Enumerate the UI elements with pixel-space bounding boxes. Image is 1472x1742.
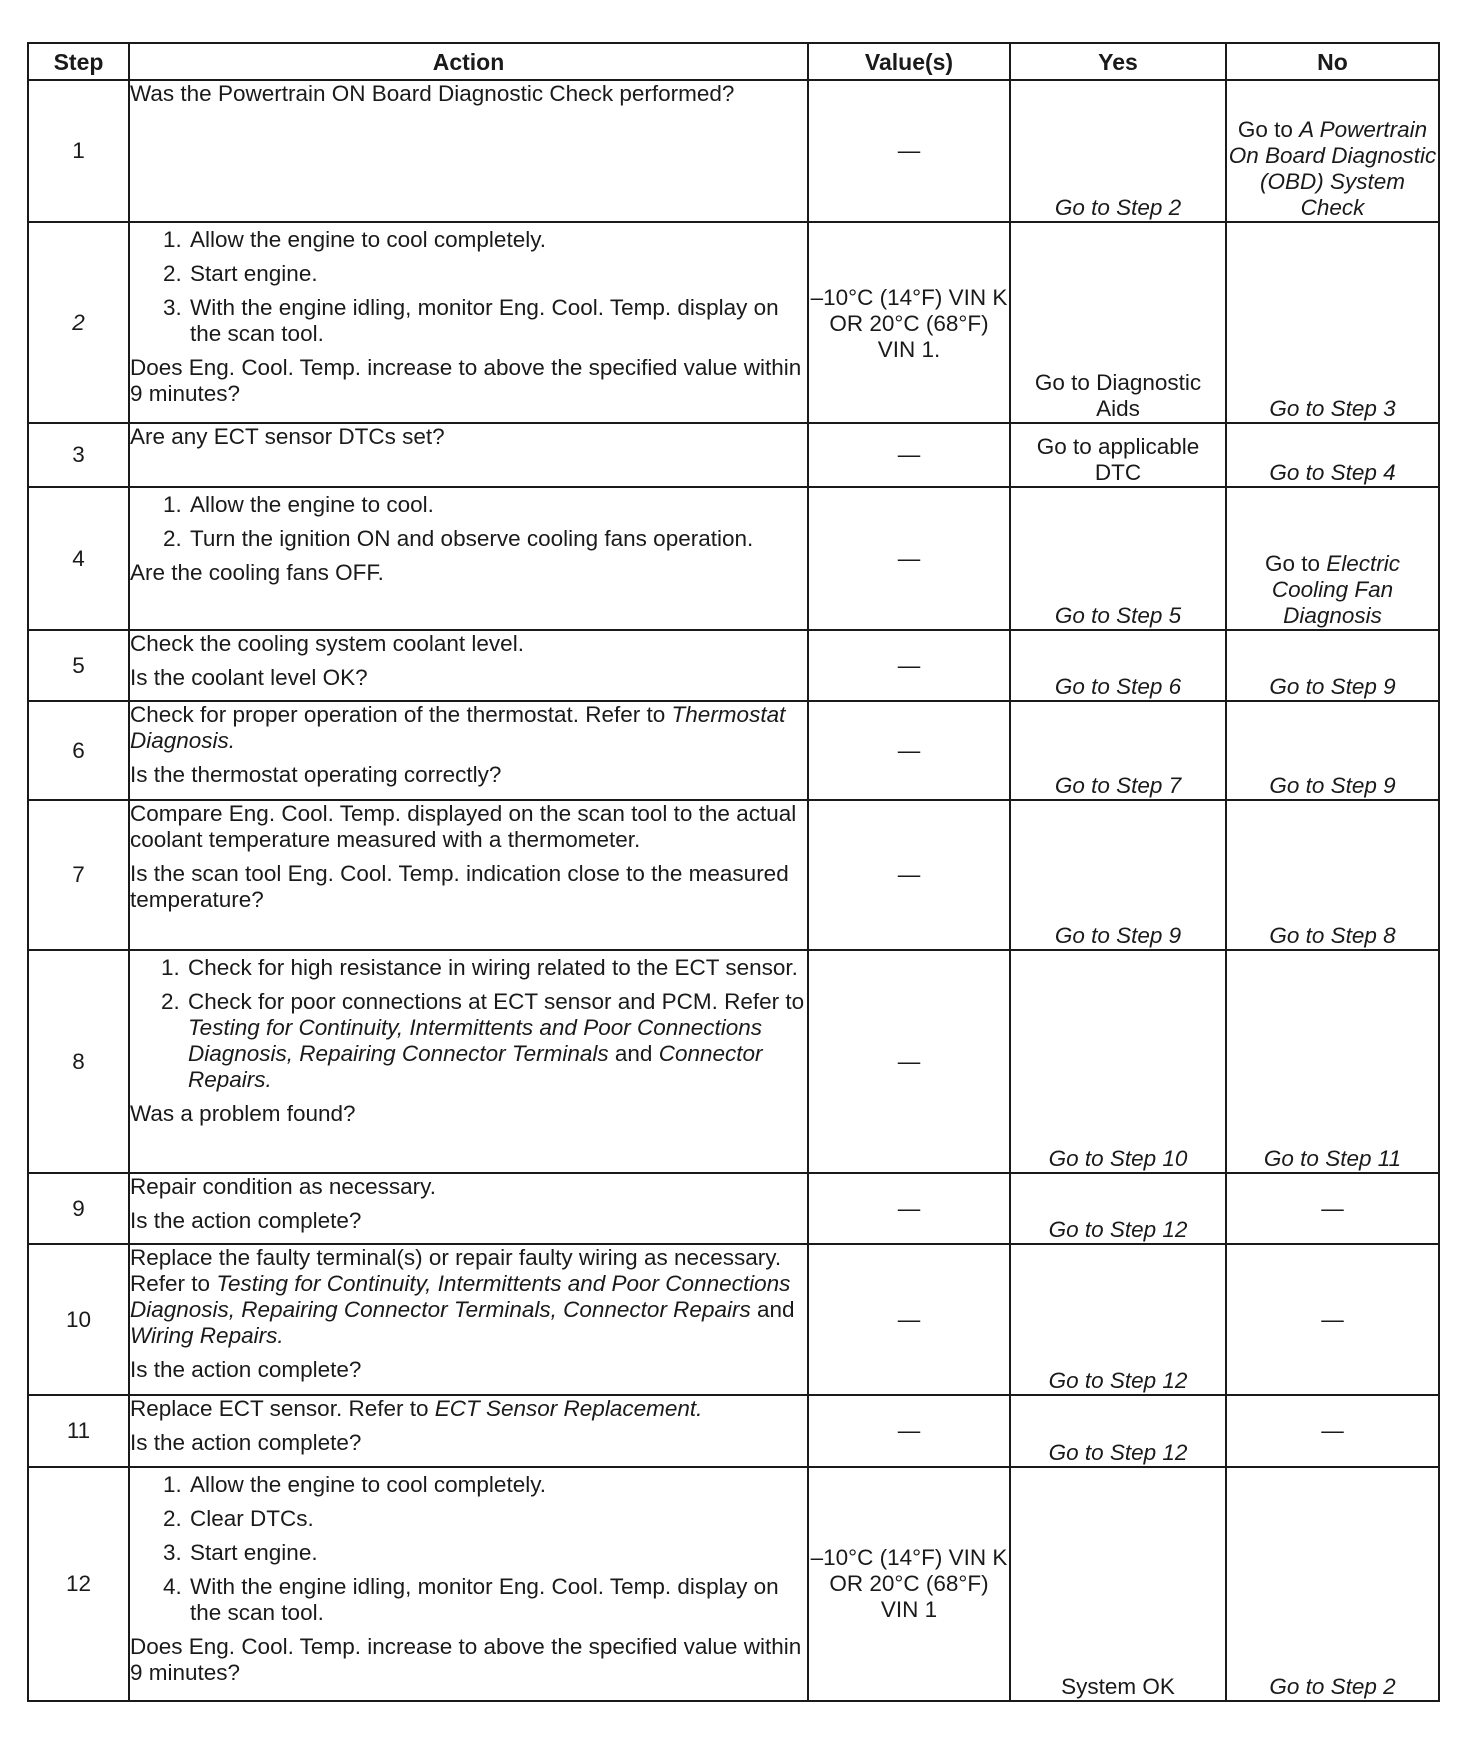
action-reference: Testing for Continuity, Intermittents and Poor Connections Diagnosis, Repairing Connector Terminals — [188, 1015, 763, 1066]
action-steps — [130, 1472, 807, 1626]
action-intro: Check for proper operation of the thermostat. Refer to — [130, 702, 666, 727]
yes-cell: Go to applicable DTC — [1010, 423, 1226, 487]
no-cell — [1226, 423, 1439, 487]
action-text: Repair condition as necessary. — [130, 1174, 436, 1199]
action-steps — [130, 492, 807, 552]
yes-text: Go to Step 7 — [1054, 773, 1182, 798]
value-cell: — — [808, 800, 1010, 950]
action-step: 1. Check for high resistance in wiring related to the ECT sensor. — [186, 955, 807, 981]
table-row — [28, 1173, 1439, 1244]
step-number: 1 — [28, 80, 129, 222]
action-text: Check the cooling system coolant level. — [130, 631, 524, 656]
value-text: –10°C (14°F) VIN K OR 20°C (68°F) VIN 1. — [810, 285, 1008, 362]
action-question: Does Eng. Cool. Temp. increase to above the specified value within 9 minutes? — [130, 1634, 802, 1685]
yes-cell — [1010, 701, 1226, 800]
yes-cell — [1010, 950, 1226, 1173]
no-text: Go to Step 3 — [1269, 396, 1396, 421]
table-row — [28, 701, 1439, 800]
no-text: Go to Step 2 — [1269, 1674, 1396, 1699]
action-text: Are any ECT sensor DTCs set? — [130, 424, 445, 449]
no-prefix: Go to — [1264, 551, 1327, 576]
no-cell — [1226, 800, 1439, 950]
action-text: Was the Powertrain ON Board Diagnostic Check performed? — [130, 81, 735, 106]
action-question: Is the scan tool Eng. Cool. Temp. indication close to the measured temperature? — [130, 861, 789, 912]
action-step: 1. Allow the engine to cool. — [188, 492, 807, 518]
action-reference: Testing for Continuity, Intermittents and Poor Connections Diagnosis, Repairing Connector Terminals, Connector Repairs — [130, 1271, 791, 1322]
no-cell: — — [1226, 1395, 1439, 1467]
action-steps — [130, 955, 807, 1093]
action-cell — [129, 487, 808, 630]
step-number: 5 — [28, 630, 129, 701]
action-question: Is the action complete? — [130, 1430, 362, 1455]
table-row — [28, 630, 1439, 701]
action-reference: Thermostat Diagnosis. — [130, 702, 786, 753]
action-text: Compare Eng. Cool. Temp. displayed on the scan tool to the actual coolant temperature measured with a thermometer. — [130, 801, 797, 852]
value-cell: — — [808, 423, 1010, 487]
step-number: 6 — [28, 701, 129, 800]
table-row — [28, 1467, 1439, 1701]
header-step: Step — [28, 43, 129, 80]
value-cell: — — [808, 701, 1010, 800]
action-step: 2. Clear DTCs. — [188, 1506, 807, 1532]
action-cell — [129, 1395, 808, 1467]
action-cell — [129, 950, 808, 1173]
action-step: 4. With the engine idling, monitor Eng. Cool. Temp. display on the scan tool. — [188, 1574, 807, 1626]
table-row — [28, 222, 1439, 423]
no-text: Go to Step 11 — [1263, 1146, 1402, 1171]
yes-cell — [1010, 487, 1226, 630]
value-cell: — — [808, 1173, 1010, 1244]
yes-text: Go to Step 6 — [1054, 674, 1182, 699]
action-step: 2. Start engine. — [188, 261, 807, 287]
step-number: 11 — [28, 1395, 129, 1467]
header-action: Action — [129, 43, 808, 80]
step-number: 8 — [28, 950, 129, 1173]
action-text — [130, 1245, 807, 1349]
yes-text: Go to Step 12 — [1048, 1217, 1188, 1242]
action-conjunction: and — [756, 1297, 795, 1322]
no-cell — [1226, 630, 1439, 701]
action-cell — [129, 1173, 808, 1244]
yes-cell — [1010, 1244, 1226, 1395]
yes-cell: System OK — [1010, 1467, 1226, 1701]
value-cell: — — [808, 630, 1010, 701]
yes-cell — [1010, 630, 1226, 701]
action-step: 3. Start engine. — [188, 1540, 807, 1566]
action-intro: Replace the faulty terminal(s) or repair faulty wiring as necessary. Refer to — [130, 1245, 782, 1296]
header-no: No — [1226, 43, 1439, 80]
step-number: 3 — [28, 423, 129, 487]
action-reference: Wiring Repairs. — [130, 1323, 284, 1348]
value-cell: — — [808, 950, 1010, 1173]
action-cell — [129, 1467, 808, 1701]
step-number-text: 2 — [72, 309, 85, 335]
no-cell — [1226, 950, 1439, 1173]
no-cell: — — [1226, 1173, 1439, 1244]
action-step: 3. With the engine idling, monitor Eng. Cool. Temp. display on the scan tool. — [188, 295, 807, 347]
action-conjunction: and — [614, 1041, 653, 1066]
step-number: 10 — [28, 1244, 129, 1395]
no-text: Go to Step 4 — [1269, 460, 1396, 485]
yes-text: Go to Step 12 — [1048, 1368, 1188, 1393]
no-cell — [1226, 487, 1439, 630]
yes-cell — [1010, 800, 1226, 950]
no-cell — [1226, 1467, 1439, 1701]
step-number: 4 — [28, 487, 129, 630]
action-cell — [129, 1244, 808, 1395]
value-cell: — — [808, 1244, 1010, 1395]
action-text — [130, 702, 807, 754]
action-question: Was a problem found? — [130, 1101, 356, 1126]
yes-cell — [1010, 1173, 1226, 1244]
action-question: Is the thermostat operating correctly? — [130, 762, 502, 787]
action-cell — [129, 701, 808, 800]
action-reference: ECT Sensor Replacement. — [434, 1396, 703, 1421]
value-cell — [808, 222, 1010, 423]
action-cell — [129, 630, 808, 701]
action-question: Is the action complete? — [130, 1208, 362, 1233]
no-text: Go to Step 9 — [1269, 674, 1396, 699]
no-cell: — — [1226, 1244, 1439, 1395]
table-row — [28, 487, 1439, 630]
action-step: 1. Allow the engine to cool completely. — [188, 1472, 807, 1498]
action-steps — [130, 227, 807, 347]
action-cell — [129, 800, 808, 950]
no-text: Go to Step 9 — [1269, 773, 1396, 798]
action-cell — [129, 222, 808, 423]
action-question: Is the coolant level OK? — [130, 665, 368, 690]
step-number: 9 — [28, 1173, 129, 1244]
action-step — [186, 989, 807, 1093]
action-cell — [129, 80, 808, 222]
action-step: 1. Allow the engine to cool completely. — [188, 227, 807, 253]
no-link: Electric Cooling Fan Diagnosis — [1271, 551, 1401, 628]
no-text: Go to Step 8 — [1269, 923, 1396, 948]
no-link: A Powertrain On Board Diagnostic (OBD) System Check — [1228, 117, 1437, 220]
yes-text: Go to Step 10 — [1048, 1146, 1188, 1171]
step-number — [28, 222, 129, 423]
action-text — [130, 1396, 807, 1422]
no-prefix: Go to — [1237, 117, 1300, 142]
action-reference: Connector Repairs. — [188, 1041, 763, 1092]
no-cell — [1226, 701, 1439, 800]
value-cell: — — [808, 1395, 1010, 1467]
diagnostic-table — [27, 42, 1440, 1702]
table-row — [28, 1244, 1439, 1395]
action-step-text: Check for poor connections at ECT sensor and PCM. Refer to — [188, 989, 805, 1014]
action-step: 2. Turn the ignition ON and observe cooling fans operation. — [188, 526, 807, 552]
no-cell — [1226, 222, 1439, 423]
yes-text: Go to Step 12 — [1048, 1440, 1188, 1465]
action-intro: Replace ECT sensor. Refer to — [130, 1396, 429, 1421]
table-row — [28, 800, 1439, 950]
action-question: Is the action complete? — [130, 1357, 362, 1382]
yes-cell — [1010, 80, 1226, 222]
yes-text: Go to Step 9 — [1054, 923, 1182, 948]
yes-text: Go to Step 5 — [1054, 603, 1182, 628]
table-row — [28, 80, 1439, 222]
header-yes: Yes — [1010, 43, 1226, 80]
step-number: 12 — [28, 1467, 129, 1701]
yes-text: Go to Step 2 — [1054, 195, 1182, 220]
table-row — [28, 950, 1439, 1173]
value-cell: — — [808, 80, 1010, 222]
table-row — [28, 423, 1439, 487]
action-question: Does Eng. Cool. Temp. increase to above the specified value within 9 minutes? — [130, 355, 802, 406]
yes-cell — [1010, 1395, 1226, 1467]
table-row — [28, 1395, 1439, 1467]
action-question: Are the cooling fans OFF. — [130, 560, 384, 585]
header-values: Value(s) — [808, 43, 1010, 80]
header-row — [28, 43, 1439, 80]
value-cell: — — [808, 487, 1010, 630]
no-cell — [1226, 80, 1439, 222]
action-cell — [129, 423, 808, 487]
step-number: 7 — [28, 800, 129, 950]
yes-cell: Go to Diagnostic Aids — [1010, 222, 1226, 423]
value-cell: –10°C (14°F) VIN K OR 20°C (68°F) VIN 1 — [808, 1467, 1010, 1701]
